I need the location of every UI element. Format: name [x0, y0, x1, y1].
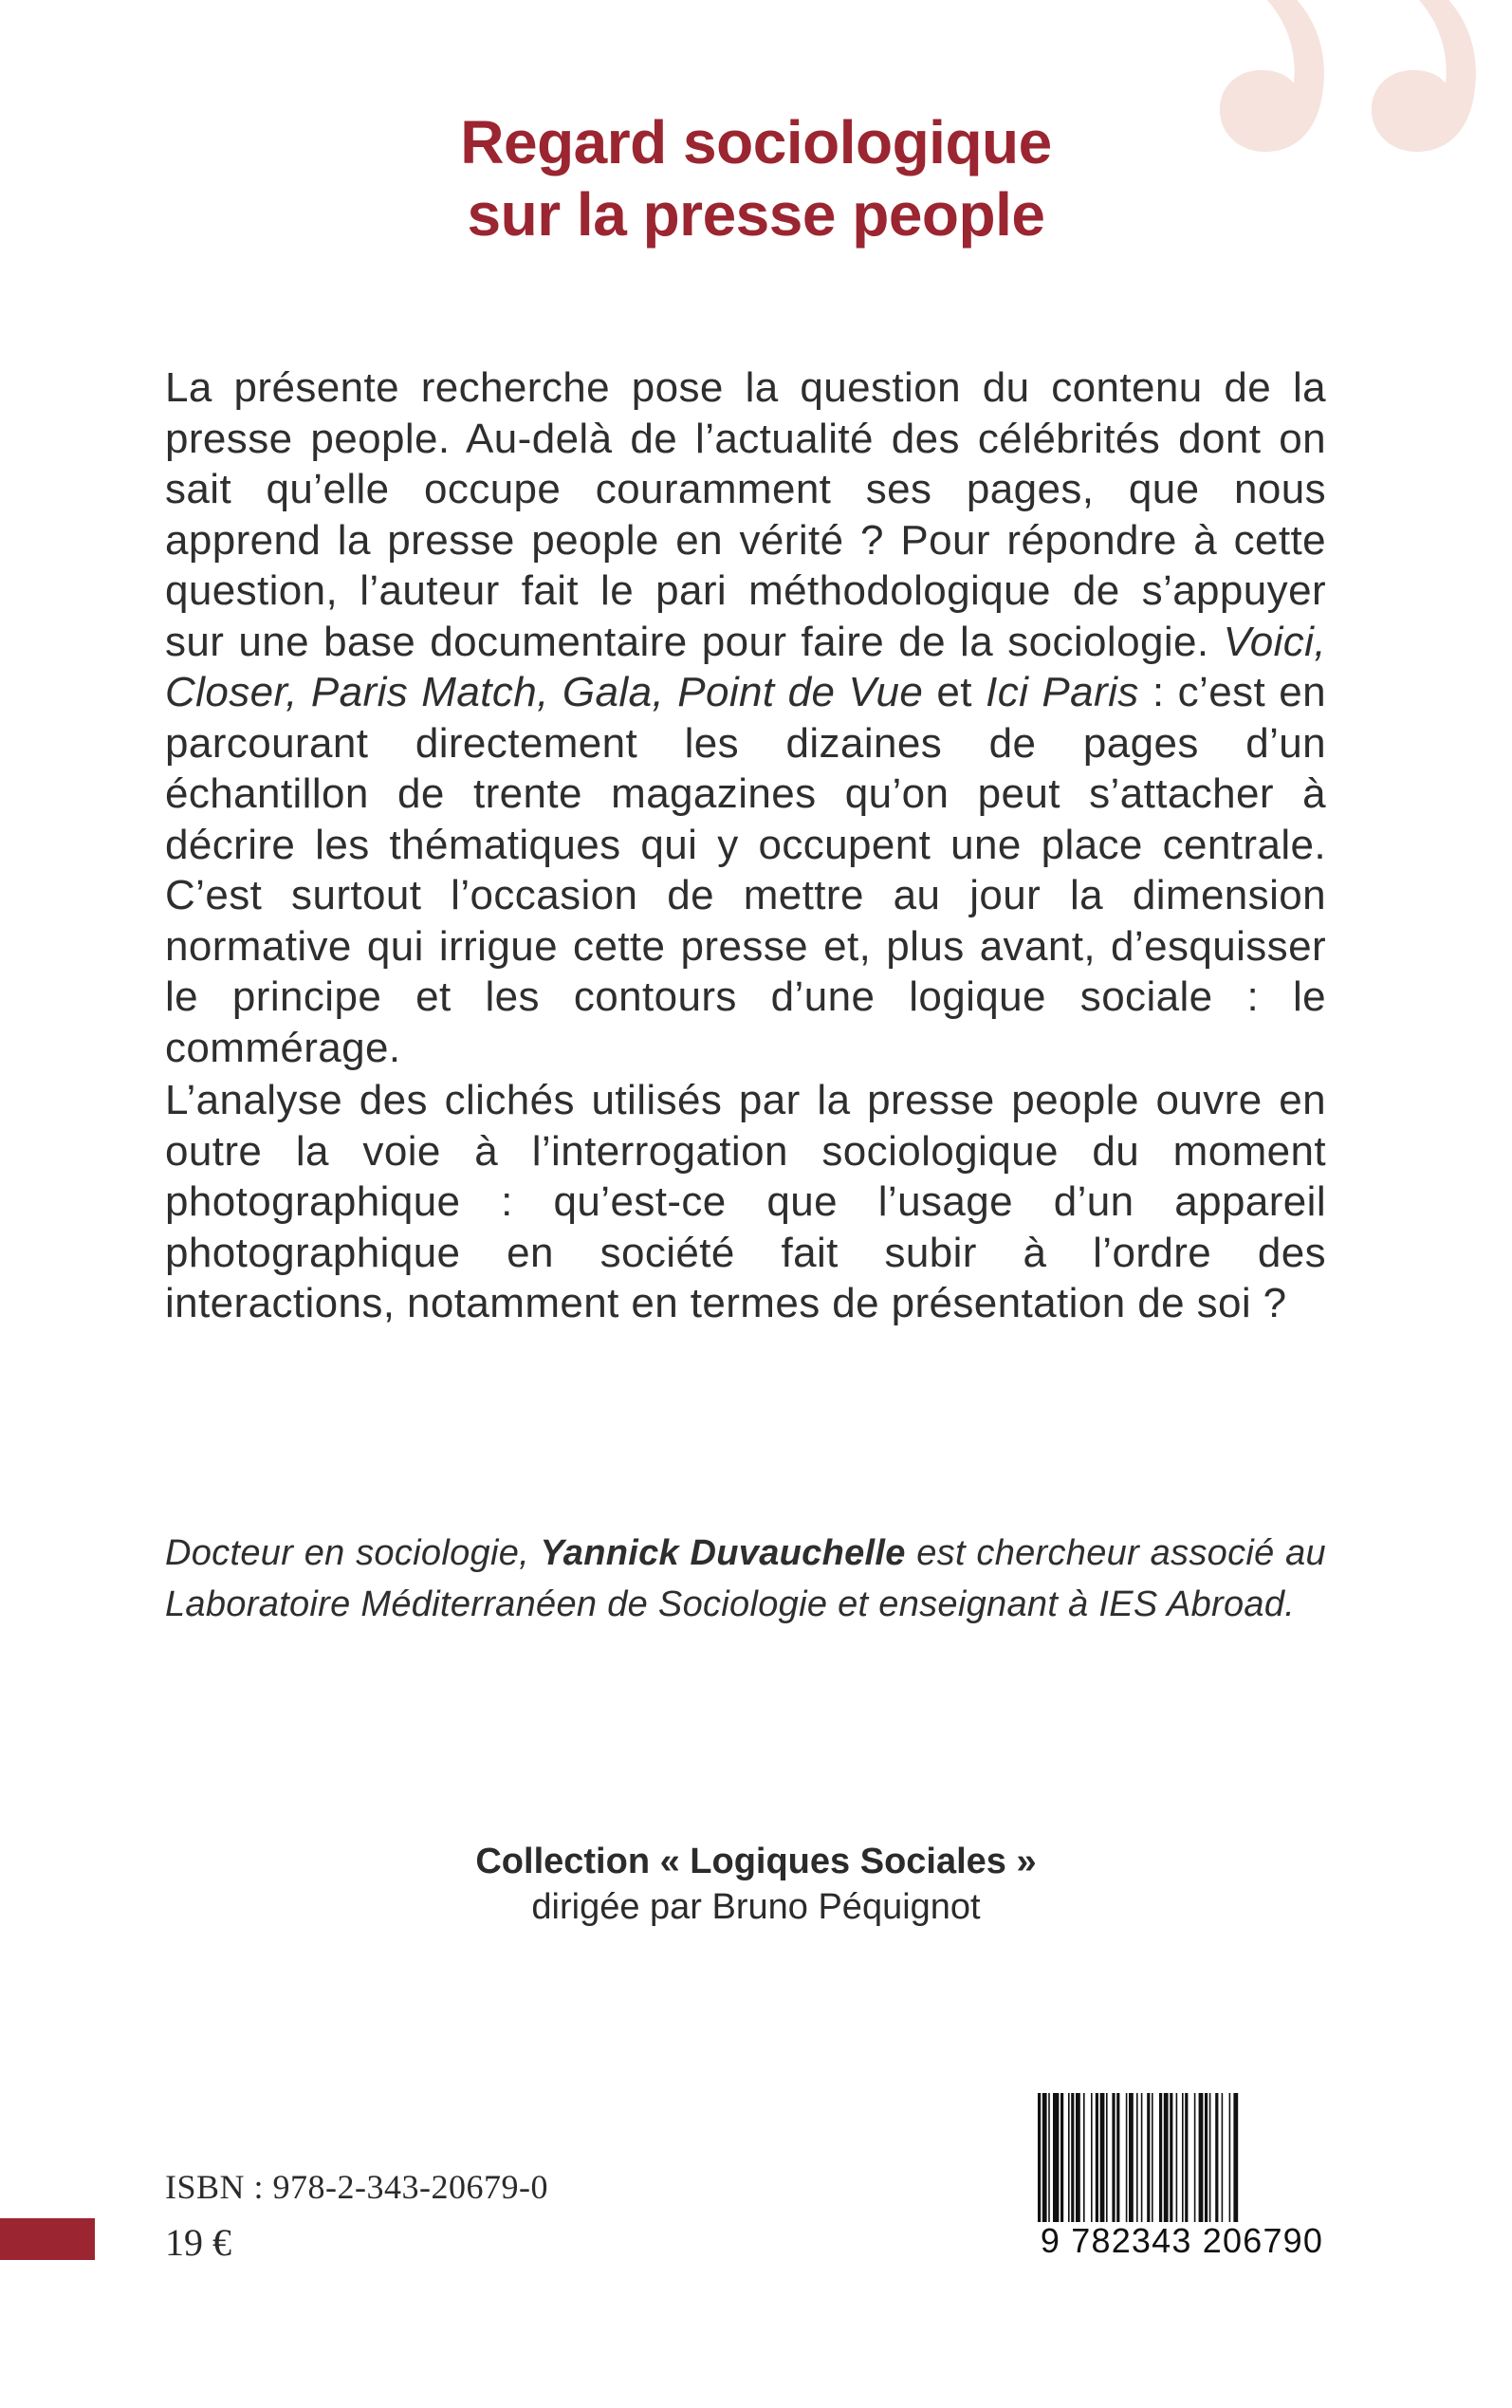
author-bio: [165, 1528, 1326, 1630]
magazine-titles: Voici, Closer, Paris Match, Gala, Point de Vue: [165, 618, 1326, 715]
barcode-bar: [1215, 2093, 1218, 2226]
magazine-title-ici-paris: Ici Paris: [986, 669, 1139, 715]
barcode-bar: [1136, 2093, 1138, 2226]
barcode-bar: [1096, 2093, 1098, 2226]
book-title: [0, 106, 1512, 250]
author-name: Yannick Duvauchelle: [540, 1533, 906, 1573]
book-title-line-1: Regard sociologique: [460, 108, 1052, 176]
author-bio-rest: est chercheur associé au Laboratoire Méditerranéen de Sociologie et enseignant à IES Abroad.: [165, 1533, 1326, 1624]
price: 19 €: [165, 2221, 231, 2264]
barcode-bar: [1182, 2093, 1184, 2226]
collection-block: [0, 1839, 1512, 1930]
barcode-bar: [1205, 2093, 1208, 2226]
summary-paragraph-2: L’analyse des clichés utilisés par la presse people ouvre en outre la voie à l’interrogation sociologique du moment photographique : qu’est-ce que l’usage d’un appareil photographique en société fait subir à l’ordre des interactions, notamment en termes de présentation de soi ?: [165, 1077, 1326, 1326]
accent-bar: [0, 2218, 95, 2260]
summary-p1-conjunction: et: [923, 669, 986, 715]
barcode-bar: [1170, 2093, 1172, 2226]
barcode-bar: [1048, 2093, 1050, 2226]
isbn: ISBN : 978-2-343-20679-0: [165, 2168, 548, 2206]
barcode-bar: [1233, 2093, 1238, 2226]
summary-p1-rest: : c’est en parcourant directement les dizaines de pages d’un échantillon de trente magazines qu’on peut s’attacher à décrire les thématiques qui y occupent une place centrale. C’est surtout l’occasion de mettre au jour la dimension normative qui irrigue cette presse et, plus avant, d’esquisser le principe et les contours d’une logique sociale : le commérage.: [165, 669, 1326, 1071]
barcode-bar: [1199, 2093, 1204, 2226]
barcode-bar: [1164, 2093, 1169, 2226]
barcode-bar: [1194, 2093, 1196, 2226]
summary-paragraph-1: [165, 362, 1326, 1073]
barcode-bar: [1116, 2093, 1119, 2226]
barcode-bar: [1129, 2093, 1134, 2226]
barcode-bar: [1112, 2093, 1115, 2226]
barcode-bar: [1053, 2093, 1059, 2226]
barcode-bars: [1034, 2093, 1330, 2226]
barcode-bar: [1152, 2093, 1153, 2226]
barcode-bar: [1038, 2093, 1041, 2226]
barcode-bar: [1126, 2093, 1128, 2226]
barcode-bar: [1106, 2093, 1108, 2226]
author-bio-intro: Docteur en sociologie,: [165, 1533, 541, 1573]
barcode-bar: [1083, 2093, 1085, 2226]
barcode-bar: [1042, 2093, 1047, 2226]
book-title-line-2: sur la presse people: [467, 180, 1045, 249]
barcode-bar: [1209, 2093, 1211, 2226]
barcode-bar: [1060, 2093, 1063, 2226]
collection-director: dirigée par Bruno Péquignot: [531, 1887, 981, 1927]
barcode-bar: [1185, 2093, 1188, 2226]
barcode-bar: [1159, 2093, 1162, 2226]
summary-p1-intro: La présente recherche pose la question du contenu de la presse people. Au-delà de l’actualité des célébrités dont on sait qu’elle occupe couramment ses pages, que nous apprend la presse people en vérité ? Pour répondre à cette question, l’auteur fait le pari méthodologique de s’appuyer sur une base documentaire pour faire de la sociologie.: [165, 364, 1326, 665]
barcode-bar: [1141, 2093, 1143, 2226]
barcode-bar: [1071, 2093, 1074, 2226]
barcode-bar: [1100, 2093, 1105, 2226]
barcode-bar: [1068, 2093, 1070, 2226]
barcode-bar: [1091, 2093, 1093, 2226]
barcode-bar: [1229, 2093, 1231, 2226]
barcode-bar: [1222, 2093, 1224, 2226]
collection-name: Collection « Logiques Sociales »: [475, 1842, 1037, 1881]
barcode-bar: [1176, 2093, 1178, 2226]
barcode-bar: [1147, 2093, 1150, 2226]
barcode-bar: [1076, 2093, 1080, 2226]
barcode-digits: 9 782343 206790: [1034, 2222, 1330, 2260]
